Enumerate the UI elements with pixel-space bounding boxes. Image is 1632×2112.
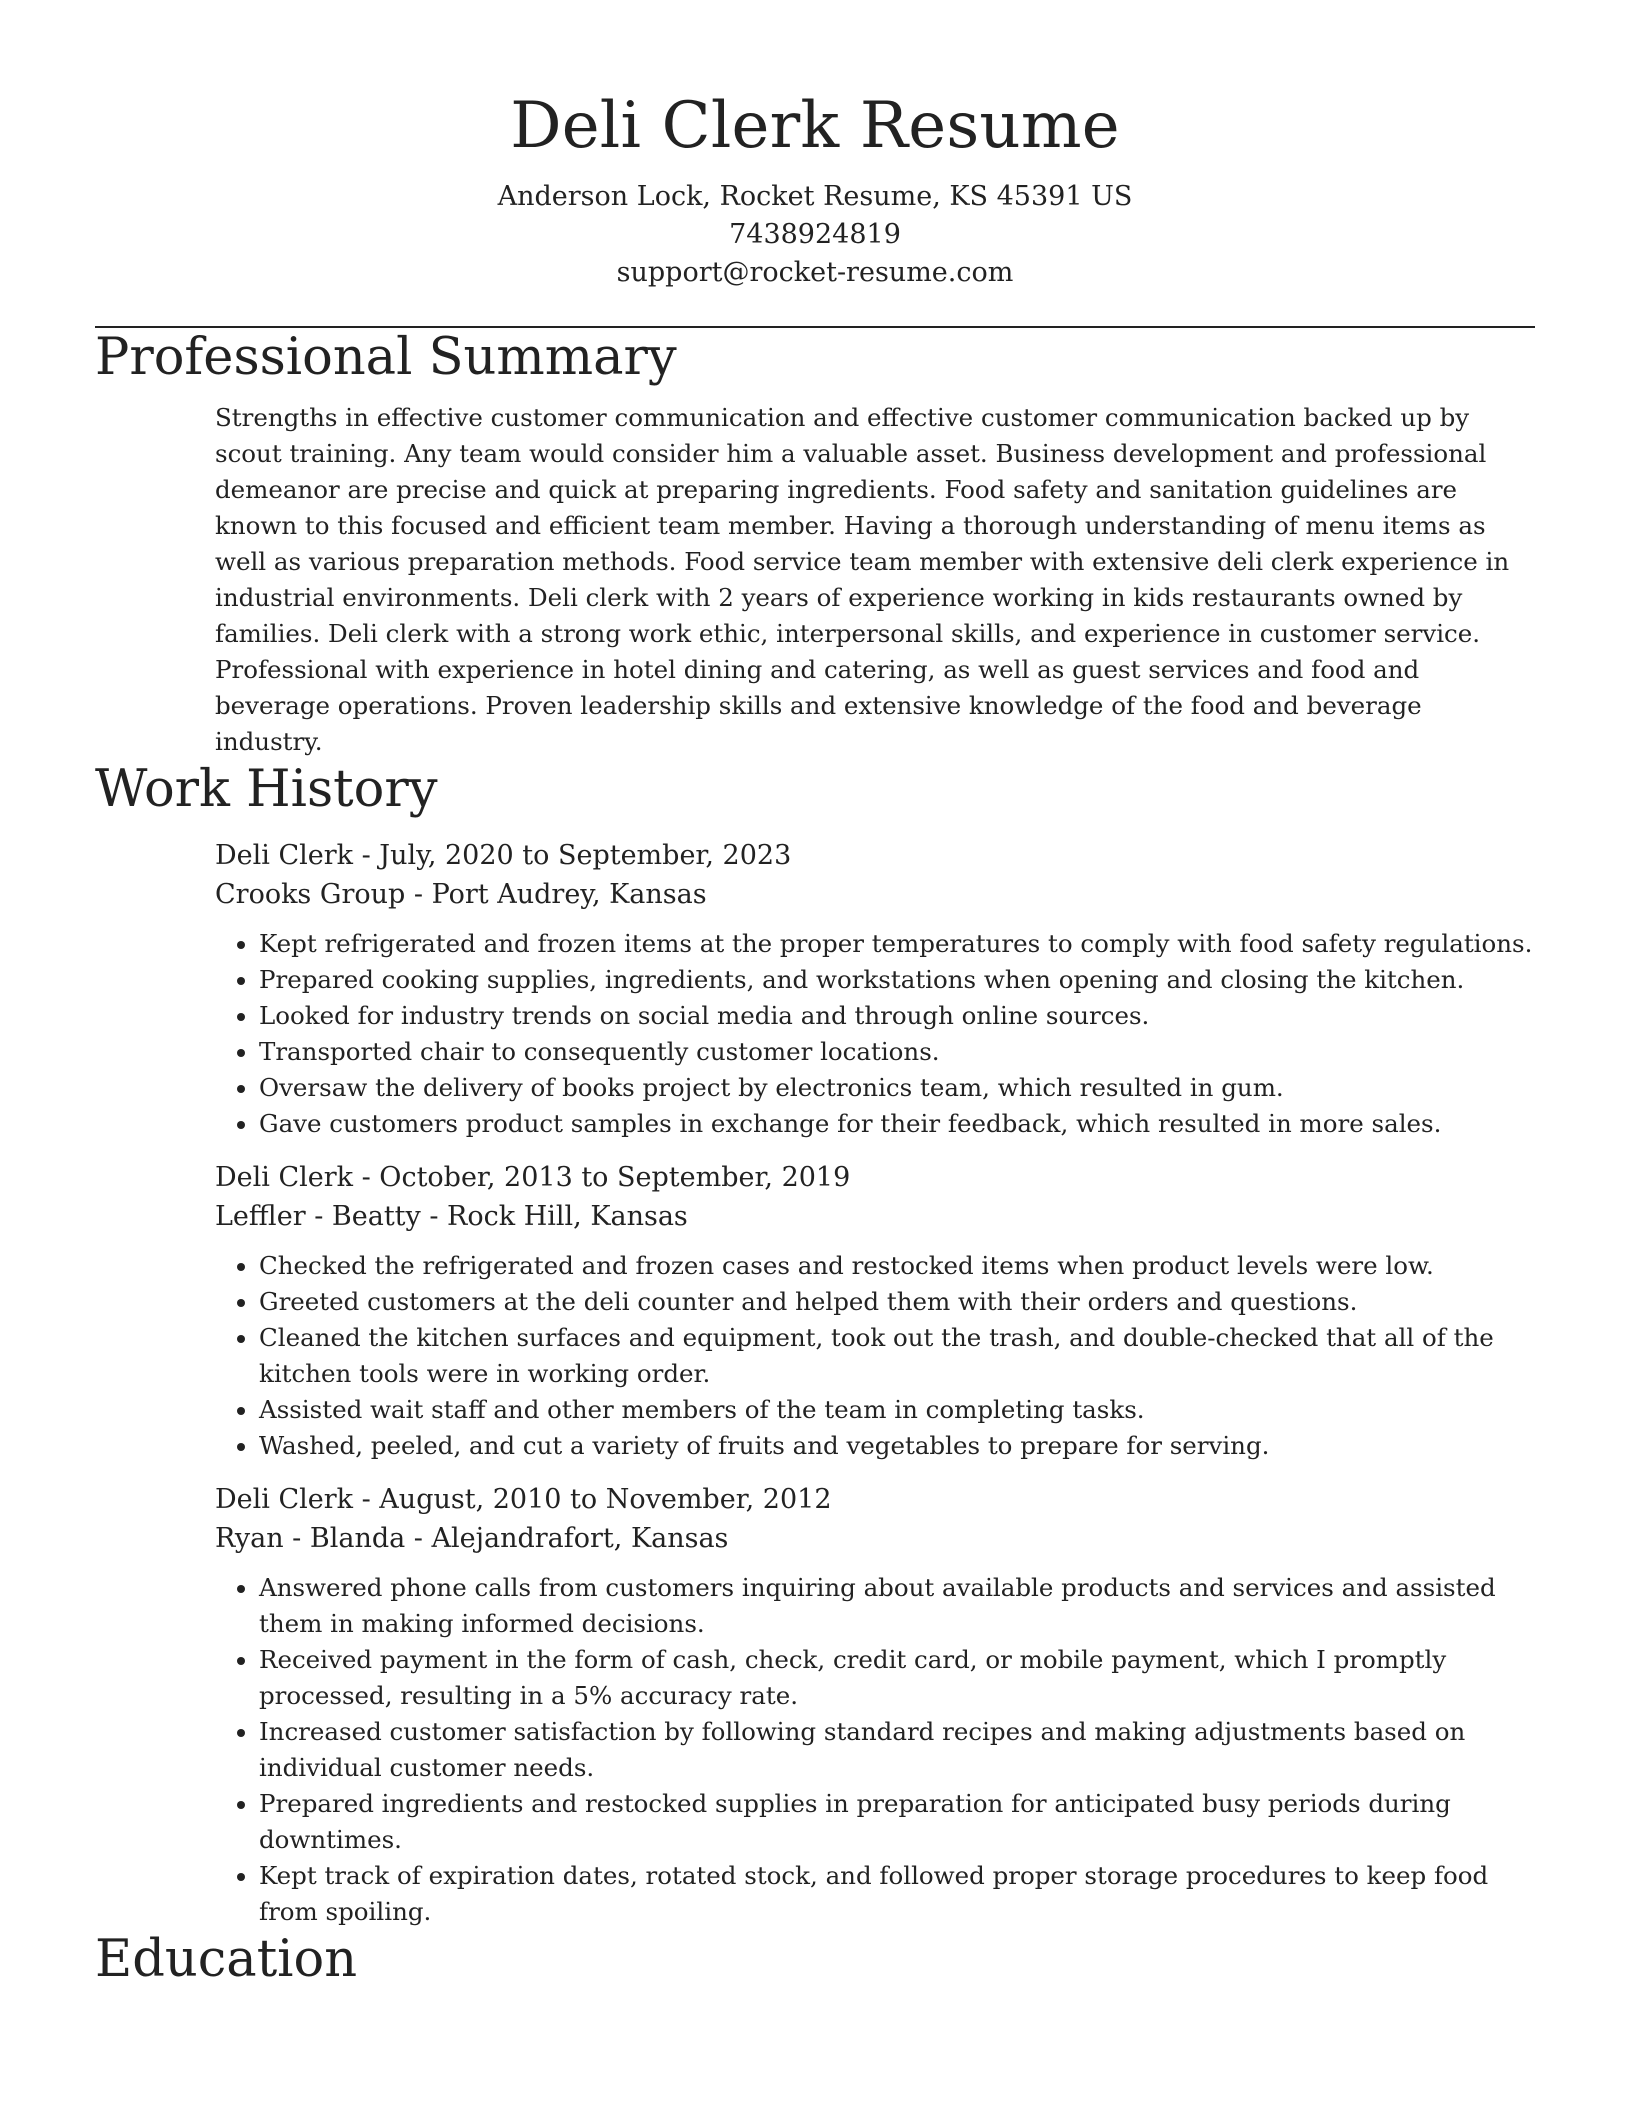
job-duty: • Checked the refrigerated and frozen cases and restocked items when product levels were low. (259, 1248, 1535, 1284)
summary-text: Strengths in effective customer communication and effective customer communication backed up by scout training. Any team would consider him a valuable asset. Business development and professional demeanor are precise and quick at preparing ingredients. Food safety and sanitation guidelines are known to this focused and efficient team member. Having a thorough understanding of menu items as well as various preparation methods. Food service team member with extensive deli clerk experience in industrial environments. Deli clerk with 2 years of experience working in kids restaurants owned by families. Deli clerk with a strong work ethic, interpersonal skills, and experience in customer service. Professional with experience in hotel dining and catering, as well as guest services and food and beverage operations. Proven leadership skills and extensive knowledge of the food and beverage industry. (215, 403, 1510, 756)
job-duty: • Prepared ingredients and restocked supplies in preparation for anticipated busy periods during downtimes. (259, 1786, 1535, 1858)
job-duty: • Increased customer satisfaction by following standard recipes and making adjustments based on individual customer needs. (259, 1714, 1535, 1786)
job-company-line: Leffler - Beatty - Rock Hill, Kansas (215, 1201, 688, 1232)
job-duty: • Answered phone calls from customers inquiring about available products and services and assisted them in making informed decisions. (259, 1570, 1535, 1642)
summary-heading: Professional Summary (95, 328, 677, 387)
contact-block (95, 178, 1535, 292)
job-duty: • Looked for industry trends on social media and through online sources. (259, 998, 1535, 1034)
contact-address: Anderson Lock, Rocket Resume, KS 45391 US (497, 181, 1133, 212)
job-title-line: Deli Clerk - July, 2020 to September, 2023 (215, 840, 792, 871)
job-duty: • Prepared cooking supplies, ingredients, and workstations when opening and closing the kitchen. (259, 962, 1535, 998)
education-heading: Education (95, 1930, 358, 1989)
resume-title: Deli Clerk Resume (510, 89, 1120, 163)
work-history-heading: Work History (95, 760, 438, 819)
job-duty: • Cleaned the kitchen surfaces and equipment, took out the trash, and double-checked that all of the kitchen tools were in working order. (259, 1320, 1535, 1392)
job-duty: • Greeted customers at the deli counter and helped them with their orders and questions. (259, 1284, 1535, 1320)
job-duty: • Washed, peeled, and cut a variety of fruits and vegetables to prepare for serving. (259, 1428, 1535, 1464)
job-entry (215, 1480, 1535, 1930)
job-entry (215, 1158, 1535, 1464)
job-duties-list (215, 926, 1535, 1142)
job-duty: • Received payment in the form of cash, check, credit card, or mobile payment, which I promptly processed, resulting in a 5% accuracy rate. (259, 1642, 1535, 1714)
job-title-line: Deli Clerk - August, 2010 to November, 2012 (215, 1484, 832, 1515)
contact-phone: 7438924819 (729, 219, 901, 250)
job-company-line: Crooks Group - Port Audrey, Kansas (215, 879, 707, 910)
job-duty: • Kept refrigerated and frozen items at the proper temperatures to comply with food safety regulations. (259, 926, 1535, 962)
job-duty: • Oversaw the delivery of books project by electronics team, which resulted in gum. (259, 1070, 1535, 1106)
job-company-line: Ryan - Blanda - Alejandrafort, Kansas (215, 1523, 729, 1554)
contact-email: support@rocket-resume.com (616, 257, 1014, 288)
resume-page (95, 0, 1535, 1990)
job-duty: • Transported chair to consequently customer locations. (259, 1034, 1535, 1070)
job-duties-list (215, 1570, 1535, 1930)
job-duty: • Kept track of expiration dates, rotated stock, and followed proper storage procedures to keep food from spoiling. (259, 1858, 1535, 1930)
job-entry (215, 836, 1535, 1142)
job-duty: • Assisted wait staff and other members of the team in completing tasks. (259, 1392, 1535, 1428)
job-duty: • Gave customers product samples in exchange for their feedback, which resulted in more sales. (259, 1106, 1535, 1142)
job-duties-list (215, 1248, 1535, 1464)
job-title-line: Deli Clerk - October, 2013 to September, 2019 (215, 1162, 851, 1193)
